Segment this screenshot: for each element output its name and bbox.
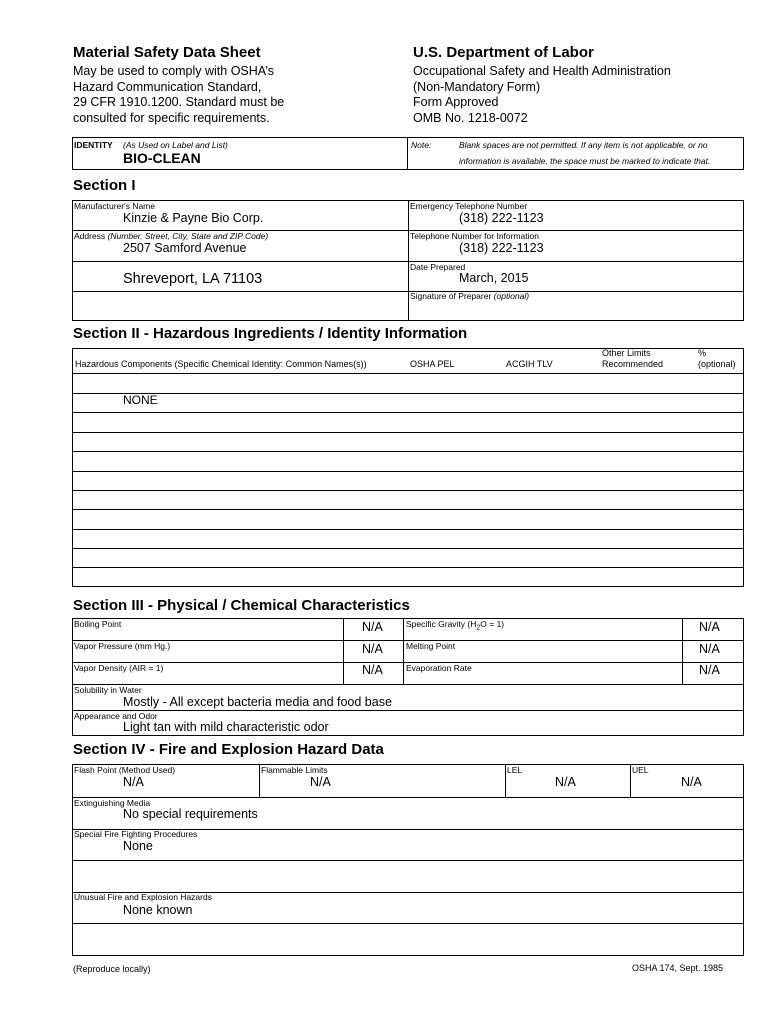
divider [403,618,404,684]
melting-point-value[interactable]: N/A [699,642,720,656]
table-row [72,432,744,433]
divider [72,261,744,262]
sg-label-pre: Specific Gravity (H [406,619,477,629]
header-left-line: May be used to comply with OSHA’s [73,64,275,78]
address-label-note: (Number, Street, City, State and ZIP Code) [107,231,269,241]
section-3-box [72,618,744,736]
divider [682,618,683,684]
signature-label [410,291,529,301]
identity-label-note: (As Used on Label and List) [123,140,228,150]
divider [630,764,631,797]
appearance-label: Appearance and Odor [74,711,158,721]
uel-value[interactable]: N/A [681,775,702,789]
flammable-limits-label: Flammable Limits [261,765,328,775]
specific-gravity-label [406,619,504,634]
col-other-limits-header: Other Limits [602,348,651,358]
sg-label-post: O = 1) [480,619,505,629]
col-components-header: Hazardous Components (Specific Chemical Identity: Common Names(s)) [75,359,367,369]
note-text: Blank spaces are not permitted. If any item is not applicable, or no [459,140,708,150]
divider [72,923,744,924]
info-phone-value[interactable]: (318) 222-1123 [459,241,544,255]
footer-right: OSHA 174, Sept. 1985 [632,963,724,973]
section-2-title: Section II - Hazardous Ingredients / Identity Information [73,325,468,342]
header-left-line: Hazard Communication Standard, [73,79,262,94]
header-left-line: 29 CFR 1910.1200. Standard must be [73,95,285,109]
header-right-line: Form Approved [413,95,499,109]
unusual-hazards-label: Unusual Fire and Explosion Hazards [74,892,212,902]
header-right-line: Occupational Safety and Health Administration [413,64,671,78]
divider [72,797,744,798]
col-tlv-header: ACGIH TLV [506,359,553,369]
specific-gravity-value[interactable]: N/A [699,620,720,634]
divider [407,137,408,170]
header-right-line: (Non-Mandatory Form) [413,79,541,94]
extinguishing-media-label: Extinguishing Media [74,798,151,808]
vapor-density-label: Vapor Density (AIR = 1) [74,663,164,673]
emergency-phone-value[interactable]: (318) 222-1123 [459,211,544,225]
divider [72,684,744,685]
date-value[interactable]: March, 2015 [459,271,529,285]
table-row [72,490,744,491]
col-other-limits-header: Recommended [602,359,664,369]
uel-label: UEL [632,765,649,775]
manufacturer-label: Manufacturer's Name [74,201,155,211]
col-percent-header: (optional) [698,359,736,369]
solubility-label: Solubility in Water [74,685,142,695]
flash-point-label: Flash Point (Method Used) [74,765,176,775]
signature-label-text: Signature of Preparer [410,291,492,301]
table-row [72,509,744,510]
section-3-title: Section III - Physical / Chemical Characteristics [73,597,410,614]
form-title: Material Safety Data Sheet [73,44,261,61]
extinguishing-media-value[interactable]: No special requirements [123,807,258,821]
fire-fighting-label: Special Fire Fighting Procedures [74,829,198,839]
boiling-point-label: Boiling Point [74,619,122,629]
address-label-text: Address [74,231,106,241]
emergency-phone-label: Emergency Telephone Number [410,201,528,211]
note-text: information is available, the space must be marked to indicate that. [459,156,711,166]
address-line-value[interactable]: 2507 Samford Avenue [123,241,247,255]
info-phone-label: Telephone Number for Information [410,231,539,241]
divider [72,860,744,861]
ingredients-table [72,348,744,587]
col-percent-header: % [698,348,707,358]
unusual-hazards-value[interactable]: None known [123,903,193,917]
table-row [72,567,744,568]
vapor-pressure-label: Vapor Pressure (mm Hg.) [74,641,171,651]
table-row [72,451,744,452]
lel-label: LEL [507,765,523,775]
boiling-point-value[interactable]: N/A [362,620,383,634]
table-row [72,412,744,413]
vapor-density-value[interactable]: N/A [362,663,383,677]
table-row [72,393,744,394]
header-left-line: consulted for specific requirements. [73,110,270,125]
section-1-title: Section I [73,177,136,194]
table-row [72,548,744,549]
appearance-value[interactable]: Light tan with mild characteristic odor [123,720,329,734]
city-state-zip-value[interactable]: Shreveport, LA 71103 [123,271,263,287]
divider [505,764,506,797]
divider [259,764,260,797]
lel-value[interactable]: N/A [555,775,576,789]
agency-title: U.S. Department of Labor [413,44,594,61]
flammable-limits-value[interactable]: N/A [310,775,331,789]
header-right-line: OMB No. 1218-0072 [413,110,528,125]
address-label [74,231,268,241]
fire-fighting-value[interactable]: None [123,839,153,853]
divider [72,710,744,711]
evaporation-rate-value[interactable]: N/A [699,663,720,677]
table-row [72,529,744,530]
divider [72,291,744,292]
divider [343,618,344,684]
note-label: Note: [411,140,432,150]
solubility-value[interactable]: Mostly - All except bacteria media and food base [123,695,392,709]
col-pel-header: OSHA PEL [410,359,455,369]
table-row [72,471,744,472]
table-row [72,373,744,374]
sg-label-sub: 2 [476,624,481,632]
manufacturer-value[interactable]: Kinzie & Payne Bio Corp. [123,211,264,225]
evaporation-rate-label: Evaporation Rate [406,663,472,673]
ingredient-entry[interactable]: NONE [123,393,158,407]
footer-left: (Reproduce locally) [73,964,151,974]
flash-point-value[interactable]: N/A [123,775,144,789]
signature-label-note: (optional) [493,291,530,301]
vapor-pressure-value[interactable]: N/A [362,642,383,656]
identity-value[interactable]: BIO-CLEAN [123,150,201,166]
melting-point-label: Melting Point [406,641,456,651]
date-label: Date Prepared [410,262,466,272]
section-4-title: Section IV - Fire and Explosion Hazard Data [73,741,384,758]
identity-label: IDENTITY [74,140,113,150]
